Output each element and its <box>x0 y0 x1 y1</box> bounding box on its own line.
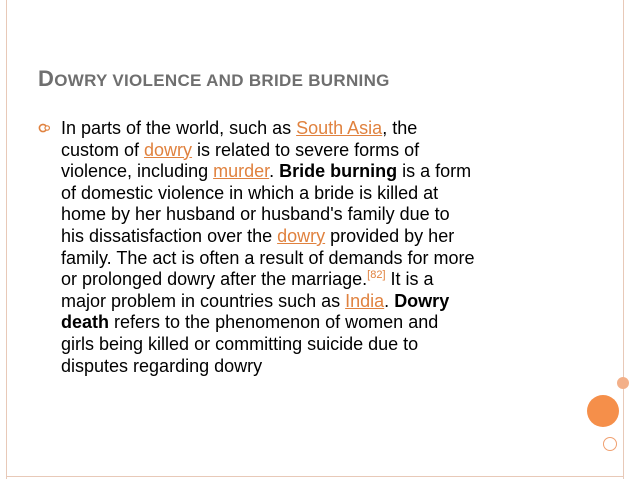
text: is related to severe forms of <box>192 139 420 160</box>
text-line <box>61 118 571 140</box>
text: is a form <box>397 161 472 182</box>
text-line <box>61 269 571 291</box>
text-line <box>61 291 571 313</box>
link-murder[interactable]: murder <box>213 161 270 182</box>
text-line <box>61 204 571 226</box>
bold-term-dowry-death: death <box>61 312 110 333</box>
text: his dissatisfaction over the <box>61 225 278 246</box>
text-line <box>61 334 571 356</box>
slide-border-bottom <box>6 476 624 477</box>
text: violence, including <box>61 161 214 182</box>
text: refers to the phenomenon of women and <box>109 312 439 333</box>
text: . <box>384 290 395 311</box>
text: custom of <box>61 139 145 160</box>
text: or prolonged dowry after the marriage. <box>61 269 368 290</box>
link-india[interactable]: India <box>345 290 385 311</box>
text: disputes regarding dowry <box>61 355 263 376</box>
text-line <box>61 161 571 183</box>
link-south-asia[interactable]: South Asia <box>296 118 383 138</box>
title-first-letter: D <box>38 66 55 91</box>
bold-term-dowry-death: Dowry <box>394 290 450 311</box>
text: In parts of the world, such as <box>61 118 297 138</box>
text-line <box>61 248 571 270</box>
bold-term-bride-burning: Bride burning <box>279 161 398 182</box>
slide-border-left <box>6 0 7 479</box>
text: home by her husband or husband's family due to <box>61 204 450 225</box>
link-dowry[interactable]: dowry <box>144 139 193 160</box>
text-line <box>61 183 571 205</box>
slide-border-right <box>623 0 624 479</box>
link-dowry[interactable]: dowry <box>277 225 326 246</box>
decorative-small-circle <box>617 377 629 389</box>
title-rest: OWRY VIOLENCE AND BRIDE BURNING <box>54 71 390 90</box>
ring-bullet-icon <box>38 123 50 133</box>
text-line <box>61 226 571 248</box>
decorative-ring-circle <box>603 437 617 451</box>
text: family. The act is often a result of demands for more <box>61 247 475 268</box>
text-line <box>61 140 571 162</box>
text: . <box>269 161 280 182</box>
text: , the <box>382 118 418 138</box>
text-line <box>61 356 571 378</box>
bullet-item <box>38 118 578 377</box>
decorative-large-circle <box>587 395 619 427</box>
citation-link[interactable]: [82] <box>367 269 386 282</box>
text: It is a <box>385 269 434 290</box>
text: of domestic violence in which a bride is killed at <box>61 182 439 203</box>
text-line <box>61 312 571 334</box>
slide-title <box>38 66 390 92</box>
text: girls being killed or committing suicide due to <box>61 333 419 354</box>
text: provided by her <box>325 225 455 246</box>
bullet-text <box>61 118 571 377</box>
text: major problem in countries such as <box>61 290 346 311</box>
